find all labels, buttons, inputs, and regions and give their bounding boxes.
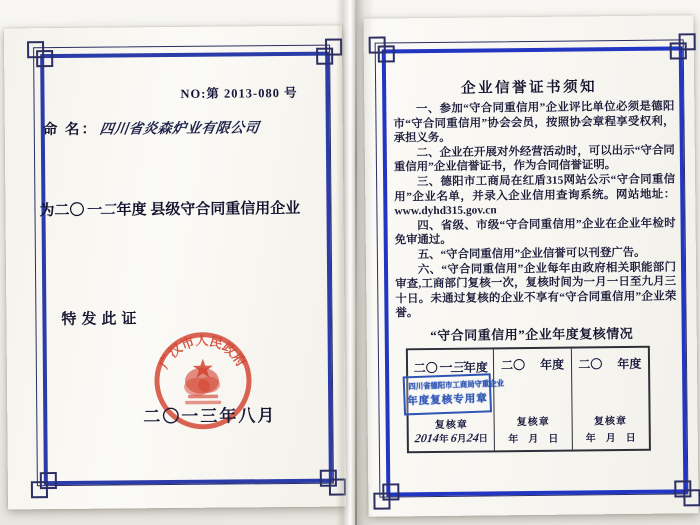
notice-item: 二、企业在开展对外经营活动时，可以出示“守合同重信用”企业信誉证书，作为合同信誉证明。	[393, 144, 675, 174]
corner-ornament	[31, 468, 61, 498]
notice-item: 五、“守合同重信用”企业信誉可以刊登广告。	[417, 246, 646, 262]
review-seal-label: 复核章	[593, 416, 628, 428]
notice-title: 企业信誉证书须知	[461, 79, 598, 97]
year-header: 二〇 年度	[578, 356, 642, 372]
corner-ornament	[27, 41, 57, 71]
review-seal-label: 复核章	[434, 419, 468, 432]
corner-ornament	[666, 33, 696, 63]
review-table	[406, 346, 651, 454]
review-date-filled: 2014年 6月24日	[414, 430, 489, 446]
review-date-blank: 年 月 日	[585, 432, 636, 445]
review-stamp-line1: 四川省德阳市工商局守重企业	[408, 378, 505, 392]
company-name-handwritten: 四川省炎森炉业有限公司	[98, 121, 261, 138]
notice-item: 三、德阳市工商局在红盾315网站公示“守合同重信用”企业名单，并录入企业信用查询系统。网站地址：www.dyhd315.gov.cn	[394, 173, 676, 218]
notice-item: 四、省级、市级“守合同重信用”企业在企业年检时免审通过。	[394, 217, 676, 247]
year-header: 二〇 年度	[501, 357, 565, 373]
review-column-2013	[407, 349, 505, 451]
award-title-prefix: 为二〇	[39, 202, 85, 220]
review-section-title: “守合同重信用”企业年度复核情况	[430, 325, 634, 344]
certificate-number: NO:第 2013-080 号	[180, 85, 298, 101]
corner-ornament	[316, 466, 346, 496]
award-title	[39, 197, 319, 220]
certificate-right-page	[363, 15, 698, 516]
review-seal-label: 复核章	[516, 416, 550, 429]
notice-body	[393, 99, 676, 321]
year-handwritten: 一三	[436, 359, 465, 375]
corner-ornament	[670, 476, 700, 506]
award-title-suffix: 年度 县级守合同重信用企业	[116, 200, 301, 219]
name-label: 命 名：	[42, 121, 98, 139]
seal-text: 广汉市人民政府	[155, 332, 249, 371]
year-header: 二〇一三年度	[408, 356, 494, 376]
review-date-blank: 年 月 日	[508, 433, 559, 446]
certificate-left-page	[4, 26, 346, 510]
award-year-handwritten: 一二	[84, 202, 117, 219]
corner-ornament	[369, 36, 399, 66]
national-emblem	[184, 359, 221, 405]
issue-statement: 特发此证	[61, 311, 142, 328]
review-stamp-line2: 年度复核专用章	[407, 393, 488, 408]
issue-date: 二〇一三年八月	[143, 406, 277, 427]
notice-item: 六、“守合同重信用”企业每年由政府相关职能部门审查,工商部门复核一次，复核时间为一月一日至九月三十日。未通过复核的企业不享有“守合同重信用”企业荣誉。	[395, 261, 677, 320]
corner-ornament	[312, 39, 342, 69]
corner-ornament	[373, 479, 403, 509]
company-name-line	[43, 116, 260, 139]
review-stamp	[403, 373, 505, 415]
review-column-blank-1	[493, 349, 571, 451]
notice-item: 一、参加“守合同重信用”企业评比单位必须是德阳市“守合同重信用”协会会员，按照协会章程享受权利，承担义务。	[393, 100, 675, 145]
review-column-blank-2	[571, 348, 649, 450]
